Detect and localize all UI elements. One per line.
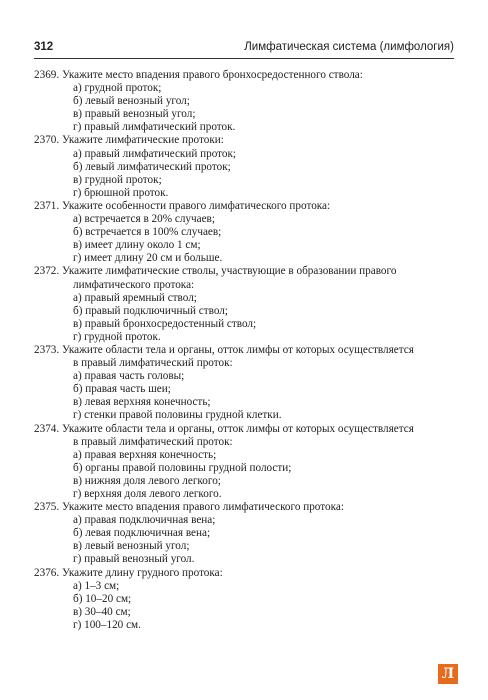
answer-option: г) брюшной проток. xyxy=(73,186,169,199)
question-line: Укажите длину грудного протока: xyxy=(61,566,223,579)
question-number: 2371. xyxy=(34,199,60,212)
question-block xyxy=(34,200,454,265)
question-block xyxy=(34,423,454,502)
question-block xyxy=(34,567,454,632)
answer-option: в) правый венозный угол; xyxy=(73,108,196,121)
answer-option: в) 30–40 см; xyxy=(73,605,131,618)
question-block xyxy=(34,69,454,134)
question-number: 2376. xyxy=(34,566,60,579)
question-text xyxy=(34,567,454,580)
question-line: Укажите области тела и органы, отток лимфы от которых осуществляется xyxy=(61,343,414,356)
answer-option: г) 100–120 см. xyxy=(73,618,141,631)
question-line: в правый лимфатический проток: xyxy=(73,435,233,448)
question-line: Укажите особенности правого лимфатического протока: xyxy=(61,199,331,212)
answer-option: а) правая часть головы; xyxy=(73,370,185,383)
question-number: 2374. xyxy=(34,422,60,435)
question-text xyxy=(34,134,454,147)
question-text xyxy=(34,265,454,278)
answer-option: а) встречается в 20% случаев; xyxy=(73,213,215,226)
answer-option: б) органы правой половины грудной полости; xyxy=(73,461,292,474)
answer-option: в) имеет длину около 1 см; xyxy=(73,239,201,252)
question-text xyxy=(34,69,454,82)
answer-option: б) правая часть шеи; xyxy=(73,383,171,396)
question-line: Укажите место впадения правого бронхосредостенного ствола: xyxy=(61,69,363,81)
answer-option: б) левая подключичная вена; xyxy=(73,527,211,540)
question-line: Укажите лимфатические стволы, участвующие в образовании правого xyxy=(61,265,397,278)
running-title: Лимфатическая система (лимфология) xyxy=(244,41,454,53)
answer-option: б) встречается в 100% случаев; xyxy=(73,226,222,239)
question-list xyxy=(34,69,454,632)
question-line: в правый лимфатический проток: xyxy=(73,357,233,370)
answer-option: г) стенки правой половины грудной клетки. xyxy=(73,409,282,422)
question-line: лимфатического протока: xyxy=(73,278,195,291)
question-text xyxy=(34,200,454,213)
question-number: 2369. xyxy=(34,69,60,81)
question-text xyxy=(34,501,454,514)
question-line: Укажите место впадения правого лимфатического протока: xyxy=(61,501,344,514)
answer-option: а) правая верхняя конечность; xyxy=(73,448,217,461)
answer-option: г) имеет длину 20 см и больше. xyxy=(73,252,223,265)
page-header xyxy=(34,38,454,59)
question-number: 2370. xyxy=(34,134,60,147)
answer-option: а) 1–3 см; xyxy=(73,579,120,592)
answer-option: в) грудной проток; xyxy=(73,173,162,186)
answer-option: г) верхняя доля левого легкого. xyxy=(73,488,222,500)
answer-option: б) левый лимфатический проток; xyxy=(73,160,231,173)
question-number: 2372. xyxy=(34,265,60,278)
publisher-logo-icon: Л xyxy=(438,664,458,684)
question-text xyxy=(34,423,454,436)
page-number: 312 xyxy=(34,41,54,53)
question-number: 2375. xyxy=(34,501,60,514)
question-line: Укажите области тела и органы, отток лимфы от которых осуществляется xyxy=(61,422,414,435)
answer-option: б) правый подключичный ствол; xyxy=(73,304,228,317)
question-block xyxy=(34,501,454,566)
answer-option: а) правый лимфатический проток; xyxy=(73,147,237,160)
question-block xyxy=(34,265,454,344)
question-number: 2373. xyxy=(34,343,60,356)
answer-option: в) нижняя доля левого легкого; xyxy=(73,474,221,487)
answer-option: в) левый венозный угол; xyxy=(73,540,190,553)
answer-option: б) 10–20 см; xyxy=(73,592,132,605)
answer-option: а) правый яремный ствол; xyxy=(73,291,197,304)
answer-option: г) правый лимфатический проток. xyxy=(73,121,236,134)
question-block xyxy=(34,344,454,423)
answer-option: г) грудной проток. xyxy=(73,330,161,343)
answer-option: в) правый бронхосредостенный ствол; xyxy=(73,317,257,330)
answer-option: а) грудной проток; xyxy=(73,82,162,95)
answer-option: б) левый венозный угол; xyxy=(73,95,190,108)
question-line: Укажите лимфатические протоки: xyxy=(61,134,224,147)
answer-option: а) правая подключичная вена; xyxy=(73,514,216,527)
answer-option: г) правый венозный угол. xyxy=(73,553,195,566)
answer-option: в) левая верхняя конечность; xyxy=(73,396,211,409)
question-block xyxy=(34,134,454,199)
question-text xyxy=(34,344,454,357)
